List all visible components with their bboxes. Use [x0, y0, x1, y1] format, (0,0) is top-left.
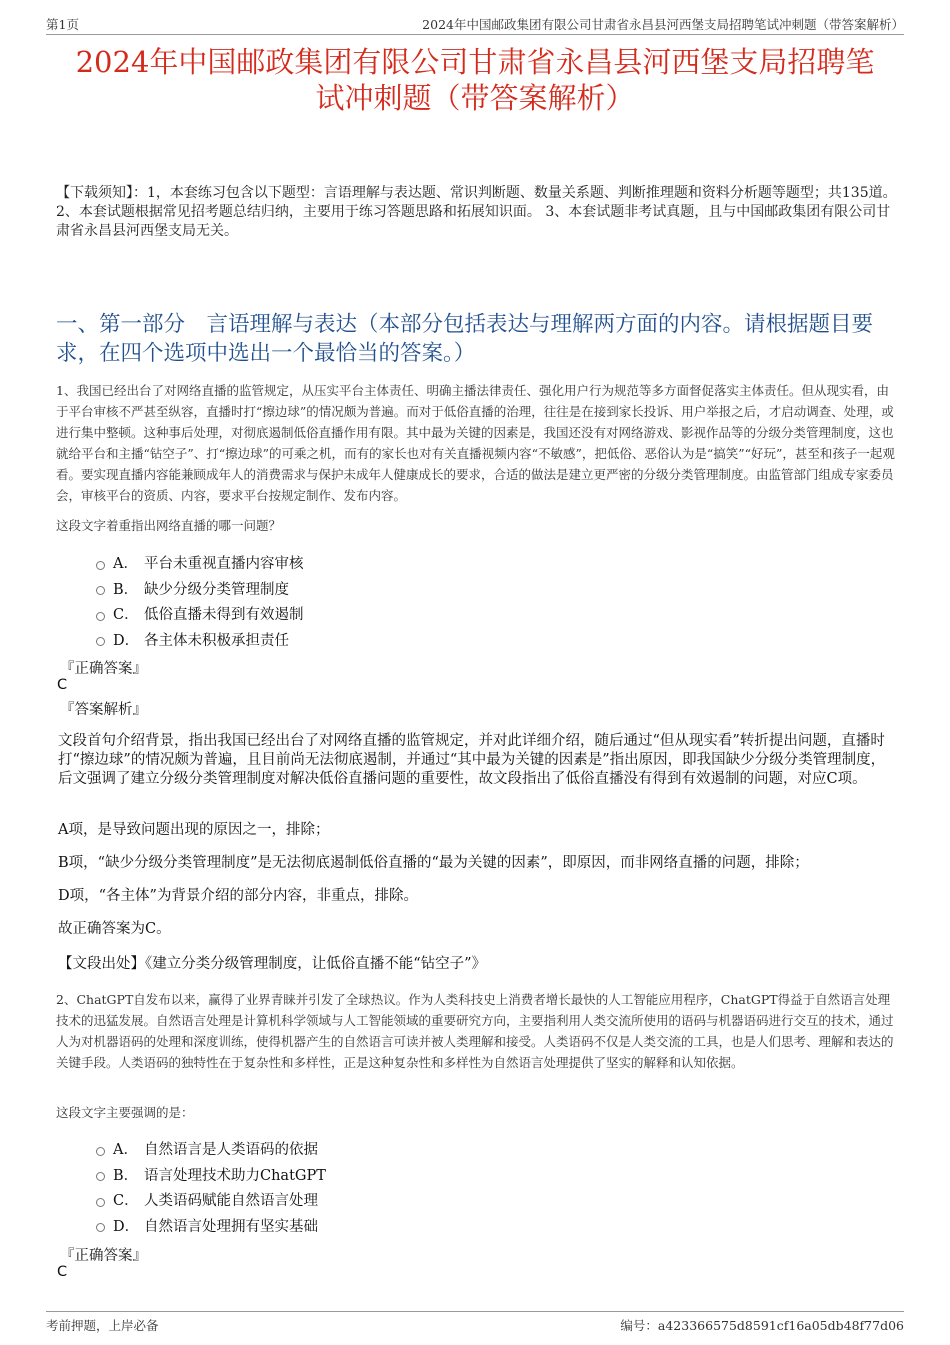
option-letter: D． — [113, 1218, 140, 1235]
document-title — [40, 44, 910, 116]
answer-value: C — [57, 677, 68, 693]
page-header — [46, 12, 904, 35]
option-text: 缺少分级分类管理制度 — [144, 581, 289, 598]
option-d[interactable] — [96, 1213, 326, 1239]
analysis-label: 『答案解析』 — [60, 702, 147, 718]
question-1-prompt: 这段文字着重指出网络直播的哪一问题？ — [56, 518, 282, 533]
radio-icon[interactable] — [96, 586, 105, 595]
option-letter: C． — [113, 1193, 139, 1210]
option-a[interactable] — [96, 550, 304, 576]
answer-label: 『正确答案』 — [60, 661, 147, 677]
radio-icon[interactable] — [96, 612, 105, 621]
option-text: 各主体未积极承担责任 — [144, 632, 289, 649]
option-c[interactable] — [96, 1187, 326, 1213]
option-letter: D． — [113, 632, 140, 649]
analysis-conclusion: 故正确答案为C。 — [58, 921, 171, 937]
question-1-text: 1、我国已经出台了对网络直播的监管规定，从压实平台主体责任、明确主播法律责任、强化用户行为规范等多方面督促落实主体责任。但从现实看，由于平台审核不严甚至纵容，直播时打“擦边球”的情况颇为普遍。而对于低俗直播的治理，往往是在接到家长投诉、用户举报之后，才启动调查、处理，或进行集中整顿。这种事后处理，对彻底遏制低俗直播作用有限。其中最为关键的因素是，我国还没有对网络游戏、影视作品等的分级分类管理制度，这也就给平台和主播“钻空子”、打“擦边球”的可乘之机，而有的家长也对有关直播视频内容“不敏感”，把低俗、恶俗认为是“搞笑”“好玩”，甚至和孩子一起观看。要实现直播内容能兼顾成年人的消费需求与保护未成年人健康成长的要求，合适的做法是建立更严密的分级分类管理制度。由监管部门组成专家委员会，审核平台的资质、内容，要求平台按规定制作、发布内容。 — [56, 383, 895, 503]
option-letter: B． — [113, 1167, 139, 1184]
analysis-option-a: A项，是导致问题出现的原因之一，排除； — [58, 822, 330, 838]
section-heading: 一、第一部分 言语理解与表达（本部分包括表达与理解两方面的内容。请根据题目要求，在四个选项中选出一个最恰当的答案。） — [56, 312, 874, 366]
option-c[interactable] — [96, 601, 304, 627]
question-2-options — [96, 1136, 326, 1238]
title-line-2: 试冲刺题（带答案解析） — [315, 81, 635, 115]
footer-slogan: 考前押题，上岸必备 — [46, 1318, 159, 1333]
question-2-text: 2、ChatGPT自发布以来，赢得了业界青睐并引发了全球热议。作为人类科技史上消费者增长最快的人工智能应用程序，ChatGPT得益于自然语言处理技术的迅猛发展。自然语言处理是计算机科学领域与人工智能领域的重要研究方向，主要指利用人类交流所使用的语码与机器语码进行交互的技术，通过人为对机器语码的处理和深度训练，使得机器产生的自然语言可读并被人类理解和接受。人类语码不仅是人类交流的工具，也是人们思考、理解和表达的关键手段。人类语码的独特性在于复杂性和多样性，正是这种复杂性和多样性为自然语言处理提供了坚实的解释和认知依据。 — [56, 992, 894, 1070]
document-id: 编号：a423366575d8591cf16a05db48f77d06 — [620, 1318, 904, 1333]
radio-icon[interactable] — [96, 1198, 105, 1207]
option-letter: A． — [113, 556, 138, 573]
option-letter: C． — [113, 607, 139, 624]
analysis-source: 【文段出处】《建立分类分级管理制度，让低俗直播不能“钻空子”》 — [58, 956, 487, 972]
analysis-option-b: B项，“缺少分级分类管理制度”是无法彻底遏制低俗直播的“最为关键的因素”，即原因，而非网络直播的问题，排除； — [58, 855, 809, 871]
title-line-1: 2024年中国邮政集团有限公司甘肃省永昌县河西堡支局招聘笔 — [75, 45, 875, 79]
radio-icon[interactable] — [96, 561, 105, 570]
option-a[interactable] — [96, 1136, 326, 1162]
page-number: 第1页 — [46, 17, 79, 32]
radio-icon[interactable] — [96, 1147, 105, 1156]
option-b[interactable] — [96, 576, 304, 602]
option-text: 低俗直播未得到有效遏制 — [144, 607, 304, 624]
page-footer — [46, 1311, 904, 1334]
analysis-paragraph: 文段首句介绍背景，指出我国已经出台了对网络直播的监管规定，并对此详细介绍，随后通过“但从现实看”转折提出问题，直播时打“擦边球”的情况颇为普遍，且目前尚无法彻底遏制，并通过“其中最为关键的因素是”指出原因，即我国缺少分级分类管理制度，后文强调了建立分级分类管理制度对解决低俗直播问题的重要性，故文段指出了低俗直播没有得到有效遏制的问题，对应C项。 — [58, 733, 886, 787]
option-text: 自然语言处理拥有坚实基础 — [144, 1218, 318, 1235]
answer-label: 『正确答案』 — [60, 1248, 147, 1264]
option-d[interactable] — [96, 627, 304, 653]
question-1-options — [96, 550, 304, 652]
radio-icon[interactable] — [96, 1223, 105, 1232]
header-doc-title: 2024年中国邮政集团有限公司甘肃省永昌县河西堡支局招聘笔试冲刺题（带答案解析） — [422, 17, 904, 32]
radio-icon[interactable] — [96, 637, 105, 646]
option-letter: A． — [113, 1142, 138, 1159]
analysis-option-d: D项，“各主体”为背景介绍的部分内容，非重点，排除。 — [58, 888, 418, 904]
radio-icon[interactable] — [96, 1172, 105, 1181]
download-notice: 【下载须知】：1，本套练习包含以下题型：言语理解与表达题、常识判断题、数量关系题、判断推理题和资料分析题等题型；共135道。 2、本套试题根据常见招考题总结归纳，主要用于练习答题思路和拓展知识面。 3、本套试题非考试真题，且与中国邮政集团有限公司甘肃省永昌县河西堡支局无关。 — [56, 185, 897, 239]
answer-value: C — [57, 1264, 68, 1280]
option-text: 语言处理技术助力ChatGPT — [144, 1167, 326, 1184]
option-text: 平台未重视直播内容审核 — [144, 556, 304, 573]
option-text: 人类语码赋能自然语言处理 — [144, 1193, 318, 1210]
question-2-prompt: 这段文字主要强调的是： — [56, 1105, 194, 1120]
option-letter: B． — [113, 581, 139, 598]
option-text: 自然语言是人类语码的依据 — [144, 1142, 318, 1159]
option-b[interactable] — [96, 1162, 326, 1188]
